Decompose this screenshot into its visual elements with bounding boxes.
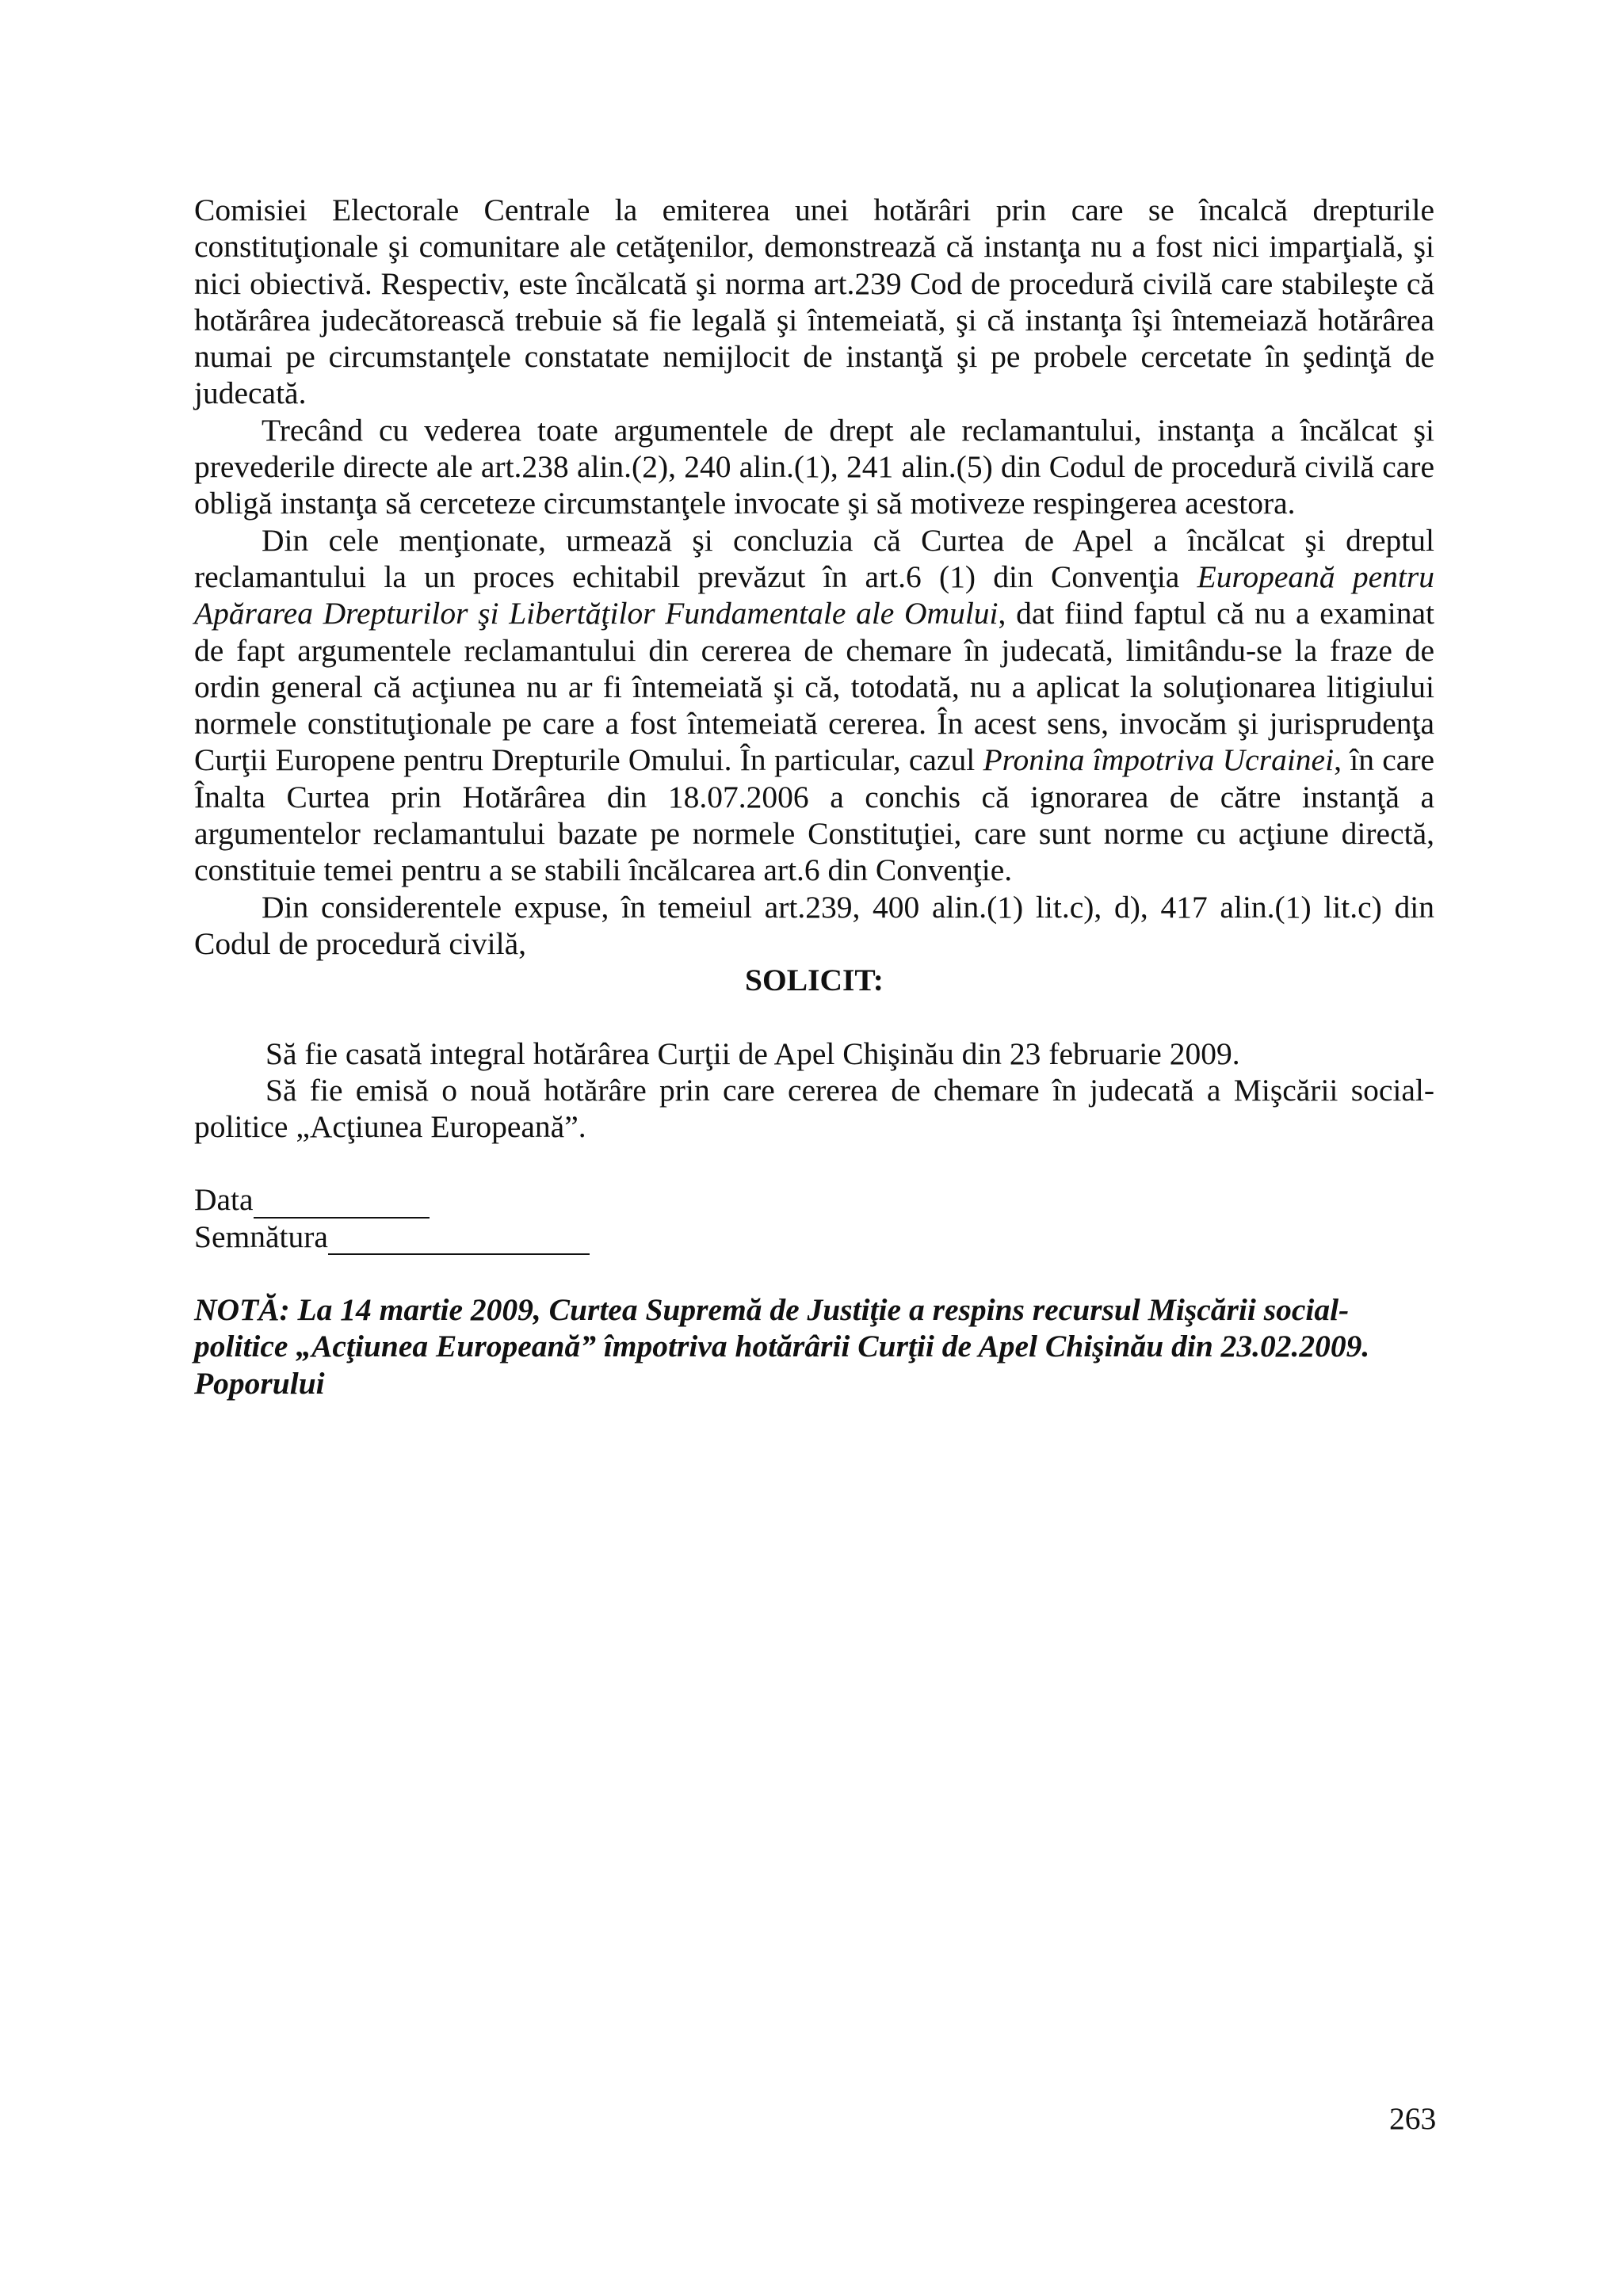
request-1: Să fie casată integral hotărârea Curţii de Apel Chişinău din 23 februarie 2009. bbox=[265, 1035, 1240, 1071]
page-number: 263 bbox=[1389, 2101, 1437, 2136]
paragraph-3 bbox=[194, 522, 1434, 889]
paragraph-2: Trecând cu vederea toate argumentele de drept ale reclamantului, instanţa a încălcat şi prevederile directe ale art.238 alin.(2), 240 alin.(1), 241 alin.(5) din Codul de procedură civilă care obligă instanţa să cerceteze circumstanţele invocate şi să motiveze respingerea acestora. bbox=[194, 412, 1434, 521]
solicit-heading: SOLICIT: bbox=[745, 963, 884, 998]
date-label: Data bbox=[194, 1182, 254, 1218]
date-line bbox=[194, 1181, 1434, 1218]
signature-blank bbox=[328, 1226, 590, 1255]
signature-block bbox=[194, 1181, 1434, 1255]
paragraph-3-text-a: Din cele menţionate, urmează şi concluzia că Curtea de Apel a încălcat şi dreptul reclamantului la un proces echitabil prevăzut în art.6 (1) din Convenţia bbox=[194, 522, 1434, 594]
case-name: Pronina împotriva Ucrainei bbox=[983, 742, 1335, 778]
paragraph-1: Comisiei Electorale Centrale la emiterea unei hotărâri prin care se încalcă drepturile constituţionale şi comunitare ale cetăţenilor, demonstrează că instanţa nu a fost nici imparţială, şi nici obiectivă. Respectiv, este încălcată şi norma art.239 Cod de procedură civilă care stabileşte că hotărârea judecătorească trebuie să fie legală şi întemeiată, şi că instanţa îşi întemeiază hotărârea numai pe circumstanţele constatate nemijlocit de instanţă şi pe probele cercetate în şedinţă de judecată. bbox=[194, 193, 1434, 411]
note: NOTĂ: La 14 martie 2009, Curtea Supremă de Justiţie a respins recursul Mişcării social-politice „Acţiunea Europeană” împotriva hotărârii Curţii de Apel Chişinău din 23.02.2009. Poporului bbox=[194, 1292, 1370, 1401]
document-body bbox=[194, 192, 1434, 1402]
paragraph-3-text-b: , dat fiind faptul că nu a examinat de fapt argumentele reclamantului din cererea de chemare în judecată, limitându-se la fraze de ordin general că acţiunea nu ar fi întemeiată şi că, totodată, nu a aplicat la soluţionarea litigiului normele constituţionale pe care a fost întemeiată cererea. În acest sens, invocăm şi jurisprudenţa Curţii Europene pentru Drepturile Omului. În particular, cazul bbox=[194, 596, 1435, 778]
paragraph-3-text-c: , în care Înalta Curtea prin Hotărârea din 18.07.2006 a conchis că ignorarea de către instanţă a argumentelor reclamantului bazate pe normele Constituţiei, care sunt norme cu acţiune directă, constituie temei pentru a se stabili încălcarea art.6 din Convenţie. bbox=[194, 742, 1435, 888]
date-blank bbox=[254, 1190, 430, 1219]
signature-label: Semnătura bbox=[194, 1219, 328, 1254]
request-2: Să fie emisă o nouă hotărâre prin care cererea de chemare în judecată a Mişcării social-politice „Acţiunea Europeană”. bbox=[194, 1072, 1434, 1145]
signature-line bbox=[194, 1219, 1434, 1255]
paragraph-4: Din considerentele expuse, în temeiul art.239, 400 alin.(1) lit.c), d), 417 alin.(1) lit.c) din Codul de procedură civilă, bbox=[194, 889, 1434, 961]
convention-title: Europeană pentru Apărarea Drepturilor şi Libertăţilor Fundamentale ale Omului bbox=[194, 559, 1434, 631]
